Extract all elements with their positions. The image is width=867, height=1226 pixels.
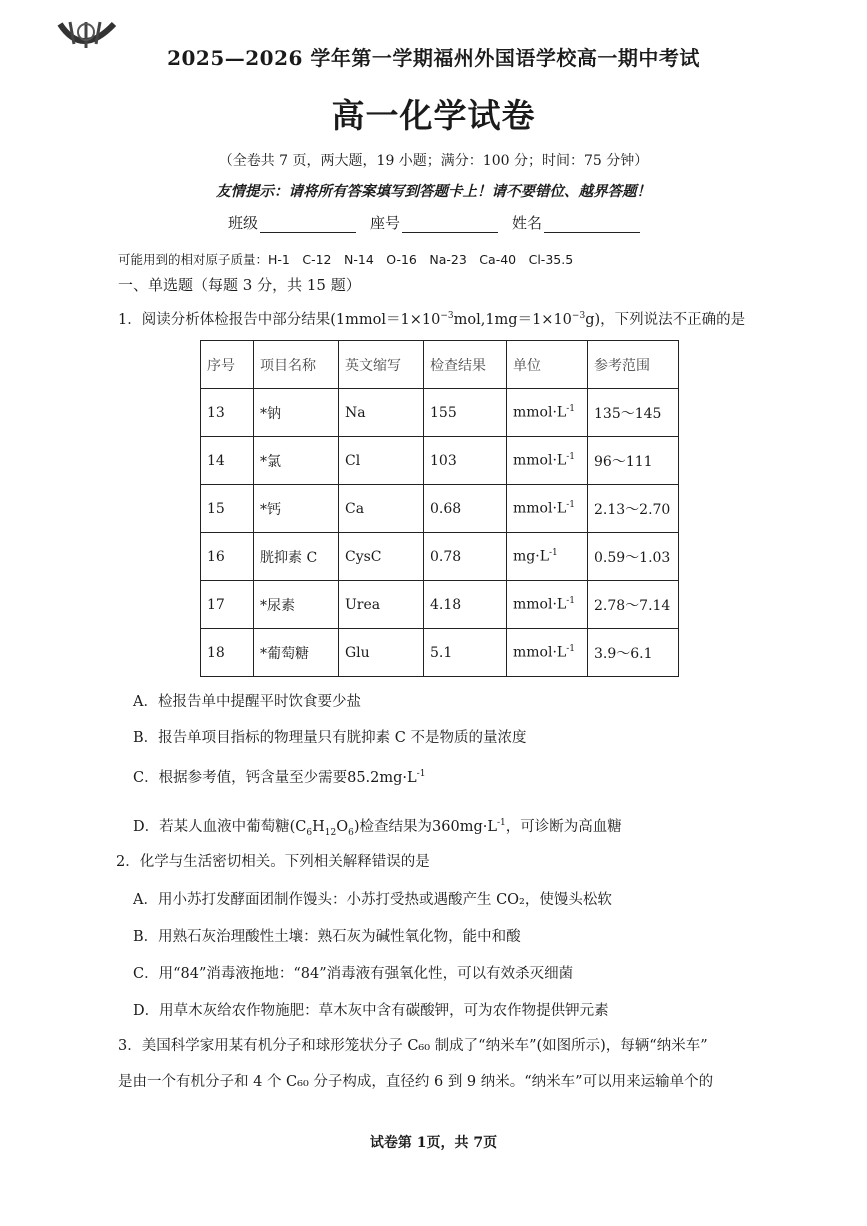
table-header-row xyxy=(201,341,679,389)
q1-option-c xyxy=(133,766,425,787)
q1-option-d-text: )检查结果为360mg·L xyxy=(353,819,497,835)
table-cell: 18 xyxy=(201,629,254,677)
question-3-line-1: 3．美国科学家用某有机分子和球形笼状分子 C₆₀ 制成了“纳米车”(如图所示)，每辆“纳米车” xyxy=(118,1038,708,1054)
formula-sub: 12 xyxy=(324,827,337,838)
table-cell: 0.68 xyxy=(424,485,507,533)
q1-option-d xyxy=(133,815,622,838)
question-1-stem xyxy=(118,308,745,329)
table-row xyxy=(201,485,679,533)
unit-exp: -1 xyxy=(566,404,575,415)
student-info-fields xyxy=(228,212,640,233)
table-cell: *尿素 xyxy=(254,581,339,629)
table-cell: 96～111 xyxy=(588,437,679,485)
table-cell: *葡萄糖 xyxy=(254,629,339,677)
formula-sub: 6 xyxy=(348,827,354,838)
table-cell: 155 xyxy=(424,389,507,437)
unit-text: mmol·L xyxy=(513,452,567,469)
paper-title: 高一化学试卷 xyxy=(331,96,536,135)
unit-exp: -1 xyxy=(566,452,575,463)
table-row xyxy=(201,437,679,485)
unit-text: mg·L xyxy=(513,548,549,565)
table-cell: 0.59～1.03 xyxy=(588,533,679,581)
table-row xyxy=(201,629,679,677)
q2-option-a: A．用小苏打发酵面团制作馒头：小苏打受热或遇酸产生 CO₂，使馒头松软 xyxy=(133,892,612,908)
table-cell: 2.13～2.70 xyxy=(588,485,679,533)
table-header-cell: 单位 xyxy=(507,341,588,389)
formula-element: O xyxy=(336,819,349,835)
table-cell: 16 xyxy=(201,533,254,581)
question-3-line-2: 是由一个有机分子和 4 个 C₆₀ 分子构成，直径约 6 到 9 纳米。“纳米车”可以用来运输单个的 xyxy=(118,1074,714,1090)
table-cell xyxy=(507,485,588,533)
unit-exp: -1 xyxy=(566,596,575,607)
formula-element: H xyxy=(312,819,325,835)
table-header-cell: 项目名称 xyxy=(254,341,339,389)
table-cell xyxy=(507,533,588,581)
table-cell: *钙 xyxy=(254,485,339,533)
q1-option-a: A．检报告单中提醒平时饮食要少盐 xyxy=(133,694,361,710)
table-cell xyxy=(507,389,588,437)
table-header-cell: 英文缩写 xyxy=(339,341,424,389)
table-row xyxy=(201,533,679,581)
q1-option-d-text: D．若某人血液中葡萄糖(C xyxy=(133,819,307,835)
report-table xyxy=(200,340,679,677)
answer-tip: 友情提示：请将所有答案填写到答题卡上！请不要错位、越界答题！ xyxy=(216,183,651,200)
table-cell: Urea xyxy=(339,581,424,629)
unit-exp: -1 xyxy=(566,500,575,511)
table-cell: 胱抑素 C xyxy=(254,533,339,581)
table-cell: 3.9～6.1 xyxy=(588,629,679,677)
class-blank[interactable] xyxy=(260,216,356,233)
unit-exp: -1 xyxy=(566,644,575,655)
table-cell xyxy=(507,437,588,485)
table-cell: 2.78～7.14 xyxy=(588,581,679,629)
page-footer: 试卷第 1页，共 7页 xyxy=(369,1135,498,1151)
seat-label: 座号 xyxy=(370,214,401,232)
q1-exp: −3 xyxy=(571,311,586,322)
table-cell: 14 xyxy=(201,437,254,485)
table-cell: Glu xyxy=(339,629,424,677)
seat-blank[interactable] xyxy=(402,216,498,233)
q1-option-d-text: ，可诊断为高血糖 xyxy=(505,819,622,835)
q1-exp: −3 xyxy=(440,311,454,322)
q1-stem-part: mol,1mg＝1×10 xyxy=(453,312,572,328)
table-cell xyxy=(507,629,588,677)
unit-exp: -1 xyxy=(548,548,558,559)
table-cell: 15 xyxy=(201,485,254,533)
table-cell: Cl xyxy=(339,437,424,485)
table-row xyxy=(201,581,679,629)
table-cell: Ca xyxy=(339,485,424,533)
table-cell xyxy=(507,581,588,629)
section-title: 一、单选题（每题 3 分，共 15 题） xyxy=(118,276,361,294)
q1-stem-part: 1．阅读分析体检报告中部分结果(1mmol＝1×10 xyxy=(118,312,441,328)
unit-exp: -1 xyxy=(416,769,426,780)
seat-field xyxy=(370,212,498,233)
table-cell: 13 xyxy=(201,389,254,437)
atomic-masses: 可能用到的相对原子质量：H-1 C-12 N-14 O-16 Na-23 Ca-40 Cl-35.5 xyxy=(118,252,574,267)
table-cell: CysC xyxy=(339,533,424,581)
table-header-cell: 检查结果 xyxy=(424,341,507,389)
q2-option-b: B．用熟石灰治理酸性土壤：熟石灰为碱性氧化物，能中和酸 xyxy=(133,929,521,945)
table-cell: *氯 xyxy=(254,437,339,485)
table-cell: 103 xyxy=(424,437,507,485)
q2-option-c: C．用“84”消毒液拖地：“84”消毒液有强氧化性，可以有效杀灭细菌 xyxy=(133,966,574,982)
q1-stem-part: g)，下列说法不正确的是 xyxy=(585,312,746,328)
unit-text: mmol·L xyxy=(513,404,567,421)
table-row xyxy=(201,389,679,437)
q1-option-b: B．报告单项目指标的物理量只有胱抑素 C 不是物质的量浓度 xyxy=(133,730,527,746)
unit-text: mmol·L xyxy=(513,500,567,517)
exam-info: （全卷共 7 页，两大题，19 小题；满分：100 分；时间：75 分钟） xyxy=(218,153,649,169)
table-cell: 5.1 xyxy=(424,629,507,677)
unit-text: mmol·L xyxy=(513,644,567,661)
class-field xyxy=(228,212,356,233)
name-blank[interactable] xyxy=(544,216,640,233)
table-cell: 135～145 xyxy=(588,389,679,437)
table-cell: 17 xyxy=(201,581,254,629)
table-cell: *钠 xyxy=(254,389,339,437)
unit-text: mmol·L xyxy=(513,596,567,613)
table-header-cell: 参考范围 xyxy=(588,341,679,389)
name-field xyxy=(512,212,640,233)
q1-option-c-text: C．根据参考值，钙含量至少需要85.2mg·L xyxy=(133,770,417,786)
formula-sub: 6 xyxy=(306,827,313,838)
question-2-stem: 2．化学与生活密切相关。下列相关解释错误的是 xyxy=(116,854,430,870)
table-cell: 0.78 xyxy=(424,533,507,581)
unit-exp: -1 xyxy=(496,818,506,829)
table-cell: Na xyxy=(339,389,424,437)
class-label: 班级 xyxy=(228,214,259,232)
exam-title: 2025—2026 学年第一学期福州外国语学校高一期中考试 xyxy=(167,46,700,70)
table-header-cell: 序号 xyxy=(201,341,254,389)
table-cell: 4.18 xyxy=(424,581,507,629)
name-label: 姓名 xyxy=(512,214,543,232)
q2-option-d: D．用草木灰给农作物施肥：草木灰中含有碳酸钾，可为农作物提供钾元素 xyxy=(133,1003,609,1019)
